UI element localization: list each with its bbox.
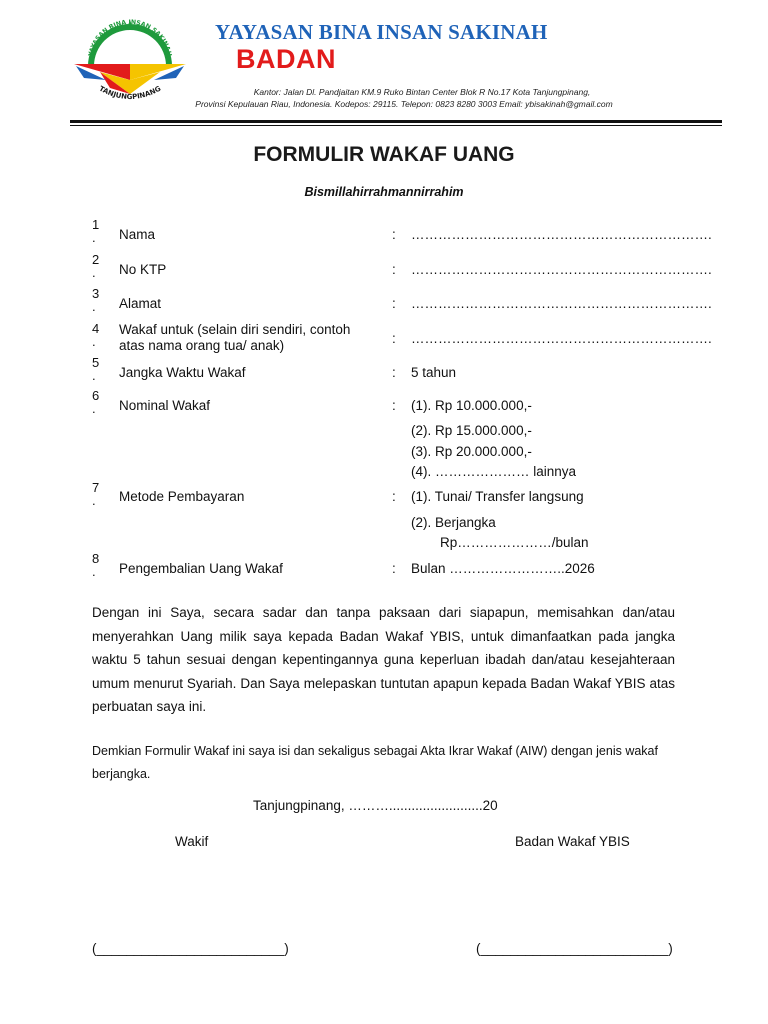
item-label: Alamat bbox=[119, 296, 162, 311]
jangka-waktu-value: 5 tahun bbox=[411, 365, 457, 380]
nominal-option-4[interactable]: (4). ………………… lainnya bbox=[411, 464, 577, 479]
declaration-paragraph: Demkian Formulir Wakaf ini saya isi dan sekaligus sebagai Akta Ikrar Wakaf (AIW) dengan jenis wakaf berjangka. bbox=[92, 744, 658, 781]
item-number: 7 . bbox=[92, 480, 100, 508]
org-subtitle: BADAN bbox=[236, 44, 336, 74]
item-label: Nominal Wakaf bbox=[119, 398, 211, 413]
item-colon: : bbox=[392, 331, 396, 346]
address-line-2: Provinsi Kepulauan Riau, Indonesia. Kodepos: 29115. Telepon: 0823 8280 3003 Email: ybisakinah@gmail.com bbox=[195, 99, 613, 109]
signature-line-left[interactable]: (_________________________) bbox=[92, 941, 289, 956]
item-number: 8 . bbox=[92, 551, 100, 579]
nominal-option-1[interactable]: (1). Rp 10.000.000,- bbox=[411, 398, 532, 413]
metode-option-2[interactable]: (2). Berjangka bbox=[411, 515, 496, 530]
alamat-field[interactable]: …………………………………………………………. bbox=[411, 296, 712, 311]
cicilan-field[interactable]: Rp…………………/bulan bbox=[440, 535, 589, 550]
item-number: 4 . bbox=[92, 321, 100, 349]
item-number: 3 . bbox=[92, 286, 100, 314]
item-label: Nama bbox=[119, 227, 156, 242]
item-colon: : bbox=[392, 561, 396, 576]
signature-line-right[interactable]: (_________________________) bbox=[476, 941, 673, 956]
item-number: 2 . bbox=[92, 252, 100, 280]
header-divider-thin bbox=[70, 125, 722, 126]
item-number: 5 . bbox=[92, 355, 100, 383]
header-divider-thick bbox=[70, 120, 722, 123]
metode-option-1[interactable]: (1). Tunai/ Transfer langsung bbox=[411, 489, 584, 504]
statement-paragraph: Dengan ini Saya, secara sadar dan tanpa paksaan dari siapapun, memisahkan dan/atau menyerahkan Uang milik saya kepada Badan Wakaf YBIS, untuk dimanfaatkan pada jangka waktu 5 tahun sesuai dengan kepentingannya guna keperluan ibadah dan/atau kesejahteraan umum menurut Syariah. Dan Saya melepaskan tuntutan apapun kepada Badan Wakaf YBIS atas perbuatan saya ini. bbox=[92, 605, 675, 714]
nama-field[interactable]: …………………………………………………………. bbox=[411, 227, 712, 242]
form-subtitle: Bismillahirrahmannirrahim bbox=[304, 185, 464, 199]
item-colon: : bbox=[392, 398, 396, 413]
item-label: Wakaf untuk (selain diri sendiri, contoh atas nama orang tua/ anak) bbox=[119, 322, 351, 353]
signer-left-label: Wakif bbox=[175, 834, 209, 849]
pengembalian-field[interactable]: Bulan ……………………..2026 bbox=[411, 561, 595, 576]
item-label: No KTP bbox=[119, 262, 167, 277]
item-colon: : bbox=[392, 365, 396, 380]
org-name: YAYASAN BINA INSAN SAKINAH bbox=[215, 20, 548, 44]
signer-right-label: Badan Wakaf YBIS bbox=[515, 834, 630, 849]
item-label: Pengembalian Uang Wakaf bbox=[119, 561, 283, 576]
item-number: 6 . bbox=[92, 388, 100, 416]
item-colon: : bbox=[392, 262, 396, 277]
place-date-line[interactable]: Tanjungpinang, ……….........................20 bbox=[253, 798, 498, 813]
svg-text:YAYASAN BINA INSAN SAKINAH bbox=[87, 19, 172, 58]
address-line-1: Kantor: Jalan Dl. Pandjaitan KM.9 Ruko Bintan Center Blok R No.17 Kota Tanjungpinang, bbox=[253, 87, 591, 97]
no-ktp-field[interactable]: …………………………………………………………. bbox=[411, 262, 712, 277]
item-colon: : bbox=[392, 227, 396, 242]
item-label: Jangka Waktu Wakaf bbox=[119, 365, 246, 380]
wakaf-untuk-field[interactable]: …………………………………………………………. bbox=[411, 331, 712, 346]
form-title: FORMULIR WAKAF UANG bbox=[253, 143, 515, 166]
item-number: 1 . bbox=[92, 217, 100, 245]
item-colon: : bbox=[392, 489, 396, 504]
nominal-option-2[interactable]: (2). Rp 15.000.000,- bbox=[411, 423, 532, 438]
logo-bottom-text: TANJUNGPINANG bbox=[97, 84, 163, 102]
nominal-option-3[interactable]: (3). Rp 20.000.000,- bbox=[411, 444, 532, 459]
item-label: Metode Pembayaran bbox=[119, 489, 245, 504]
logo-arc-text: YAYASAN BINA INSAN SAKINAH bbox=[87, 18, 173, 57]
item-colon: : bbox=[392, 296, 396, 311]
